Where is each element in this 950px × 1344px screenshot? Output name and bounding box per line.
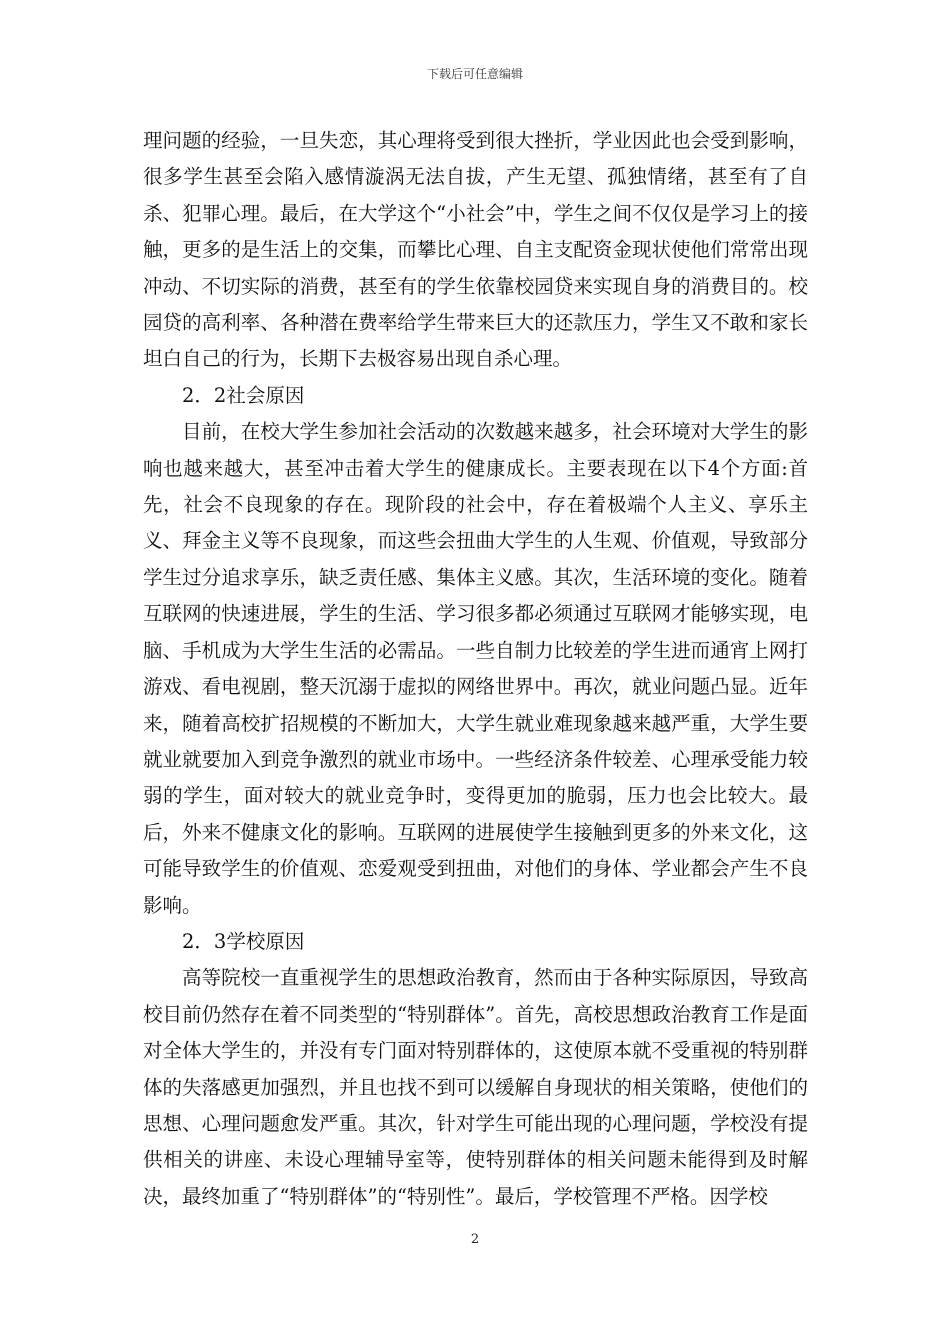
document-body bbox=[143, 123, 808, 1215]
paragraph-continued: 理问题的经验，一旦失恋，其心理将受到很大挫折，学业因此也会受到影响，很多学生甚至会陷入感情漩涡无法自拔，产生无望、孤独情绪，甚至有了自杀、犯罪心理。最后，在大学这个“小社会”中，学生之间不仅仅是学习上的接触，更多的是生活上的交集，而攀比心理、自主支配资金现状使他们常常出现冲动、不切实际的消费，甚至有的学生依靠校园贷来实现自身的消费目的。校园贷的高利率、各种潜在费率给学生带来巨大的还款压力，学生又不敢和家长坦白自己的行为，长期下去极容易出现自杀心理。 bbox=[143, 129, 808, 371]
page-number: 2 bbox=[470, 1232, 480, 1247]
page-header: 下载后可任意编辑 bbox=[426, 67, 523, 81]
paragraph-social-causes: 目前，在校大学生参加社会活动的次数越来越多，社会环境对大学生的影响也越来越大，甚至冲击着大学生的健康成长。主要表现在以下4个方面:首先，社会不良现象的存在。现阶段的社会中，存在着极端个人主义、享乐主义、拜金主义等不良现象，而这些会扭曲大学生的人生观、价值观，导致部分学生过分追求享乐，缺乏责任感、集体主义感。其次，生活环境的变化。随着互联网的快速进展，学生的生活、学习很多都必须通过互联网才能够实现，电脑、手机成为大学生生活的必需品。一些自制力比较差的学生进而通宵上网打游戏、看电视剧，整天沉溺于虚拟的网络世界中。再次，就业问题凸显。近年来，随着高校扩招规模的不断加大，大学生就业难现象越来越严重，大学生要就业就要加入到竞争激烈的就业市场中。一些经济条件较差、心理承受能力较弱的学生，面对较大的就业竞争时，变得更加的脆弱，压力也会比较大。最后，外来不健康文化的影响。互联网的进展使学生接触到更多的外来文化，这可能导致学生的价值观、恋爱观受到扭曲，对他们的身体、学业都会产生不良影响。 bbox=[143, 420, 808, 917]
section-heading-2-2: 2．2社会原因 bbox=[182, 383, 305, 407]
paragraph-school-causes: 高等院校一直重视学生的思想政治教育，然而由于各种实际原因，导致高校目前仍然存在着不同类型的“特别群体”。首先，高校思想政治教育工作是面对全体大学生的，并没有专门面对特别群体的，这使原本就不受重视的特别群体的失落感更加强烈，并且也找不到可以缓解自身现状的相关策略，使他们的思想、心理问题愈发严重。其次，针对学生可能出现的心理问题，学校没有提供相关的讲座、未设心理辅导室等，使特别群体的相关问题未能得到及时解决，最终加重了“特别群体”的“特别性”。最后，学校管理不严格。因学校 bbox=[143, 966, 808, 1208]
section-heading-2-3: 2．3学校原因 bbox=[182, 929, 305, 953]
